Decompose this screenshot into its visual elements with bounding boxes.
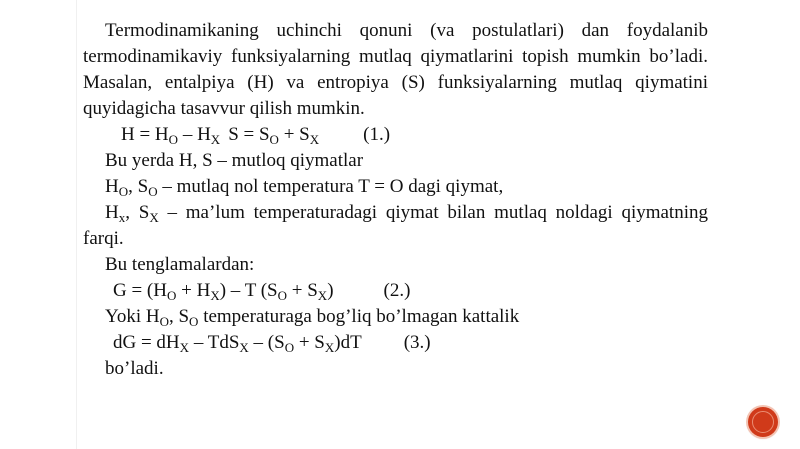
yoki-sub1: O bbox=[159, 314, 169, 329]
eq2-part2: + H bbox=[176, 280, 211, 301]
ho-h-sub: O bbox=[118, 184, 129, 199]
hx-rest: – ma’lum temperaturadagi qiymat bilan mutlaq noldagi qiymatning farqi. bbox=[83, 202, 708, 249]
equation-3-number: (3.) bbox=[403, 332, 431, 353]
eq3-sub1: X bbox=[179, 340, 190, 355]
equation-2-number: (2.) bbox=[383, 280, 411, 301]
hx-h-sub: x bbox=[118, 210, 126, 225]
eq1-s-plus: + S bbox=[278, 124, 310, 145]
eq2-sub4: X bbox=[317, 288, 328, 303]
equation-1 bbox=[83, 122, 708, 148]
intro-paragraph: Termodinamikaning uchinchi qonuni (va postulatlari) dan foydalanib termodinamikaviy funksiyalarning mutlaq qiymatlarini topish mumkin bo’ladi. Masalan, entalpiya (H) va entropiya (S) funksiyalarning mutlaq qiymatini quyidagicha tasavvur qilish mumkin. bbox=[83, 20, 708, 119]
yoki-sub2: O bbox=[189, 314, 199, 329]
slide-body bbox=[83, 18, 708, 382]
eq2-part1: G = (H bbox=[113, 280, 167, 301]
equation-1-number: (1.) bbox=[363, 124, 391, 145]
yoki-part1: Yoki H bbox=[105, 306, 160, 327]
ho-rest: – mutlaq nol temperatura T = O dagi qiymat, bbox=[157, 176, 504, 197]
yoki-part3: temperaturaga bog’liq bo’lmagan kattalik bbox=[198, 306, 520, 327]
closing-line: bo’ladi. bbox=[105, 358, 164, 379]
independent-quantity-line bbox=[83, 304, 708, 330]
eq2-part3: ) – T (S bbox=[219, 280, 278, 301]
eq1-h-lhs: H = H bbox=[121, 124, 169, 145]
eq1-s-lhs: S = S bbox=[228, 124, 270, 145]
definition-zero-temperature bbox=[83, 174, 708, 200]
ho-h: H bbox=[105, 176, 119, 197]
hx-h: H bbox=[105, 202, 119, 223]
eq2-sub2: X bbox=[210, 288, 220, 303]
eq2-sub1: O bbox=[167, 288, 177, 303]
eq1-s-sub-x: X bbox=[309, 132, 320, 147]
eq3-part2: – TdS bbox=[189, 332, 240, 353]
eq2-part5: ) bbox=[327, 280, 334, 301]
eq3-sub4: X bbox=[324, 340, 335, 355]
definition-difference bbox=[83, 200, 708, 252]
eq3-part5: )dT bbox=[334, 332, 362, 353]
yoki-part2: , S bbox=[168, 306, 190, 327]
eq1-s-sub-o: O bbox=[269, 132, 279, 147]
eq1-h-sub-x: X bbox=[210, 132, 221, 147]
eq2-sub3: O bbox=[277, 288, 287, 303]
equation-3 bbox=[83, 330, 708, 356]
eq3-sub3: O bbox=[284, 340, 295, 355]
eq2-part4: + S bbox=[287, 280, 318, 301]
eq3-part4: + S bbox=[294, 332, 325, 353]
eq3-part1: dG = dH bbox=[113, 332, 180, 353]
eq1-h-minus: – H bbox=[178, 124, 211, 145]
eq1-h-sub-o: O bbox=[168, 132, 179, 147]
ho-s: , S bbox=[128, 176, 149, 197]
slide-margin-line bbox=[76, 0, 77, 449]
next-slide-button[interactable] bbox=[748, 407, 778, 437]
eq3-part3: – (S bbox=[248, 332, 285, 353]
from-equations-label: Bu tenglamalardan: bbox=[105, 254, 255, 275]
hx-s-sub: X bbox=[149, 210, 159, 225]
definition-absolute-values: Bu yerda H, S – mutloq qiymatlar bbox=[105, 150, 364, 171]
eq3-sub2: X bbox=[239, 340, 249, 355]
ho-s-sub: O bbox=[148, 184, 158, 199]
equation-2 bbox=[83, 278, 708, 304]
hx-s: , S bbox=[125, 202, 150, 223]
